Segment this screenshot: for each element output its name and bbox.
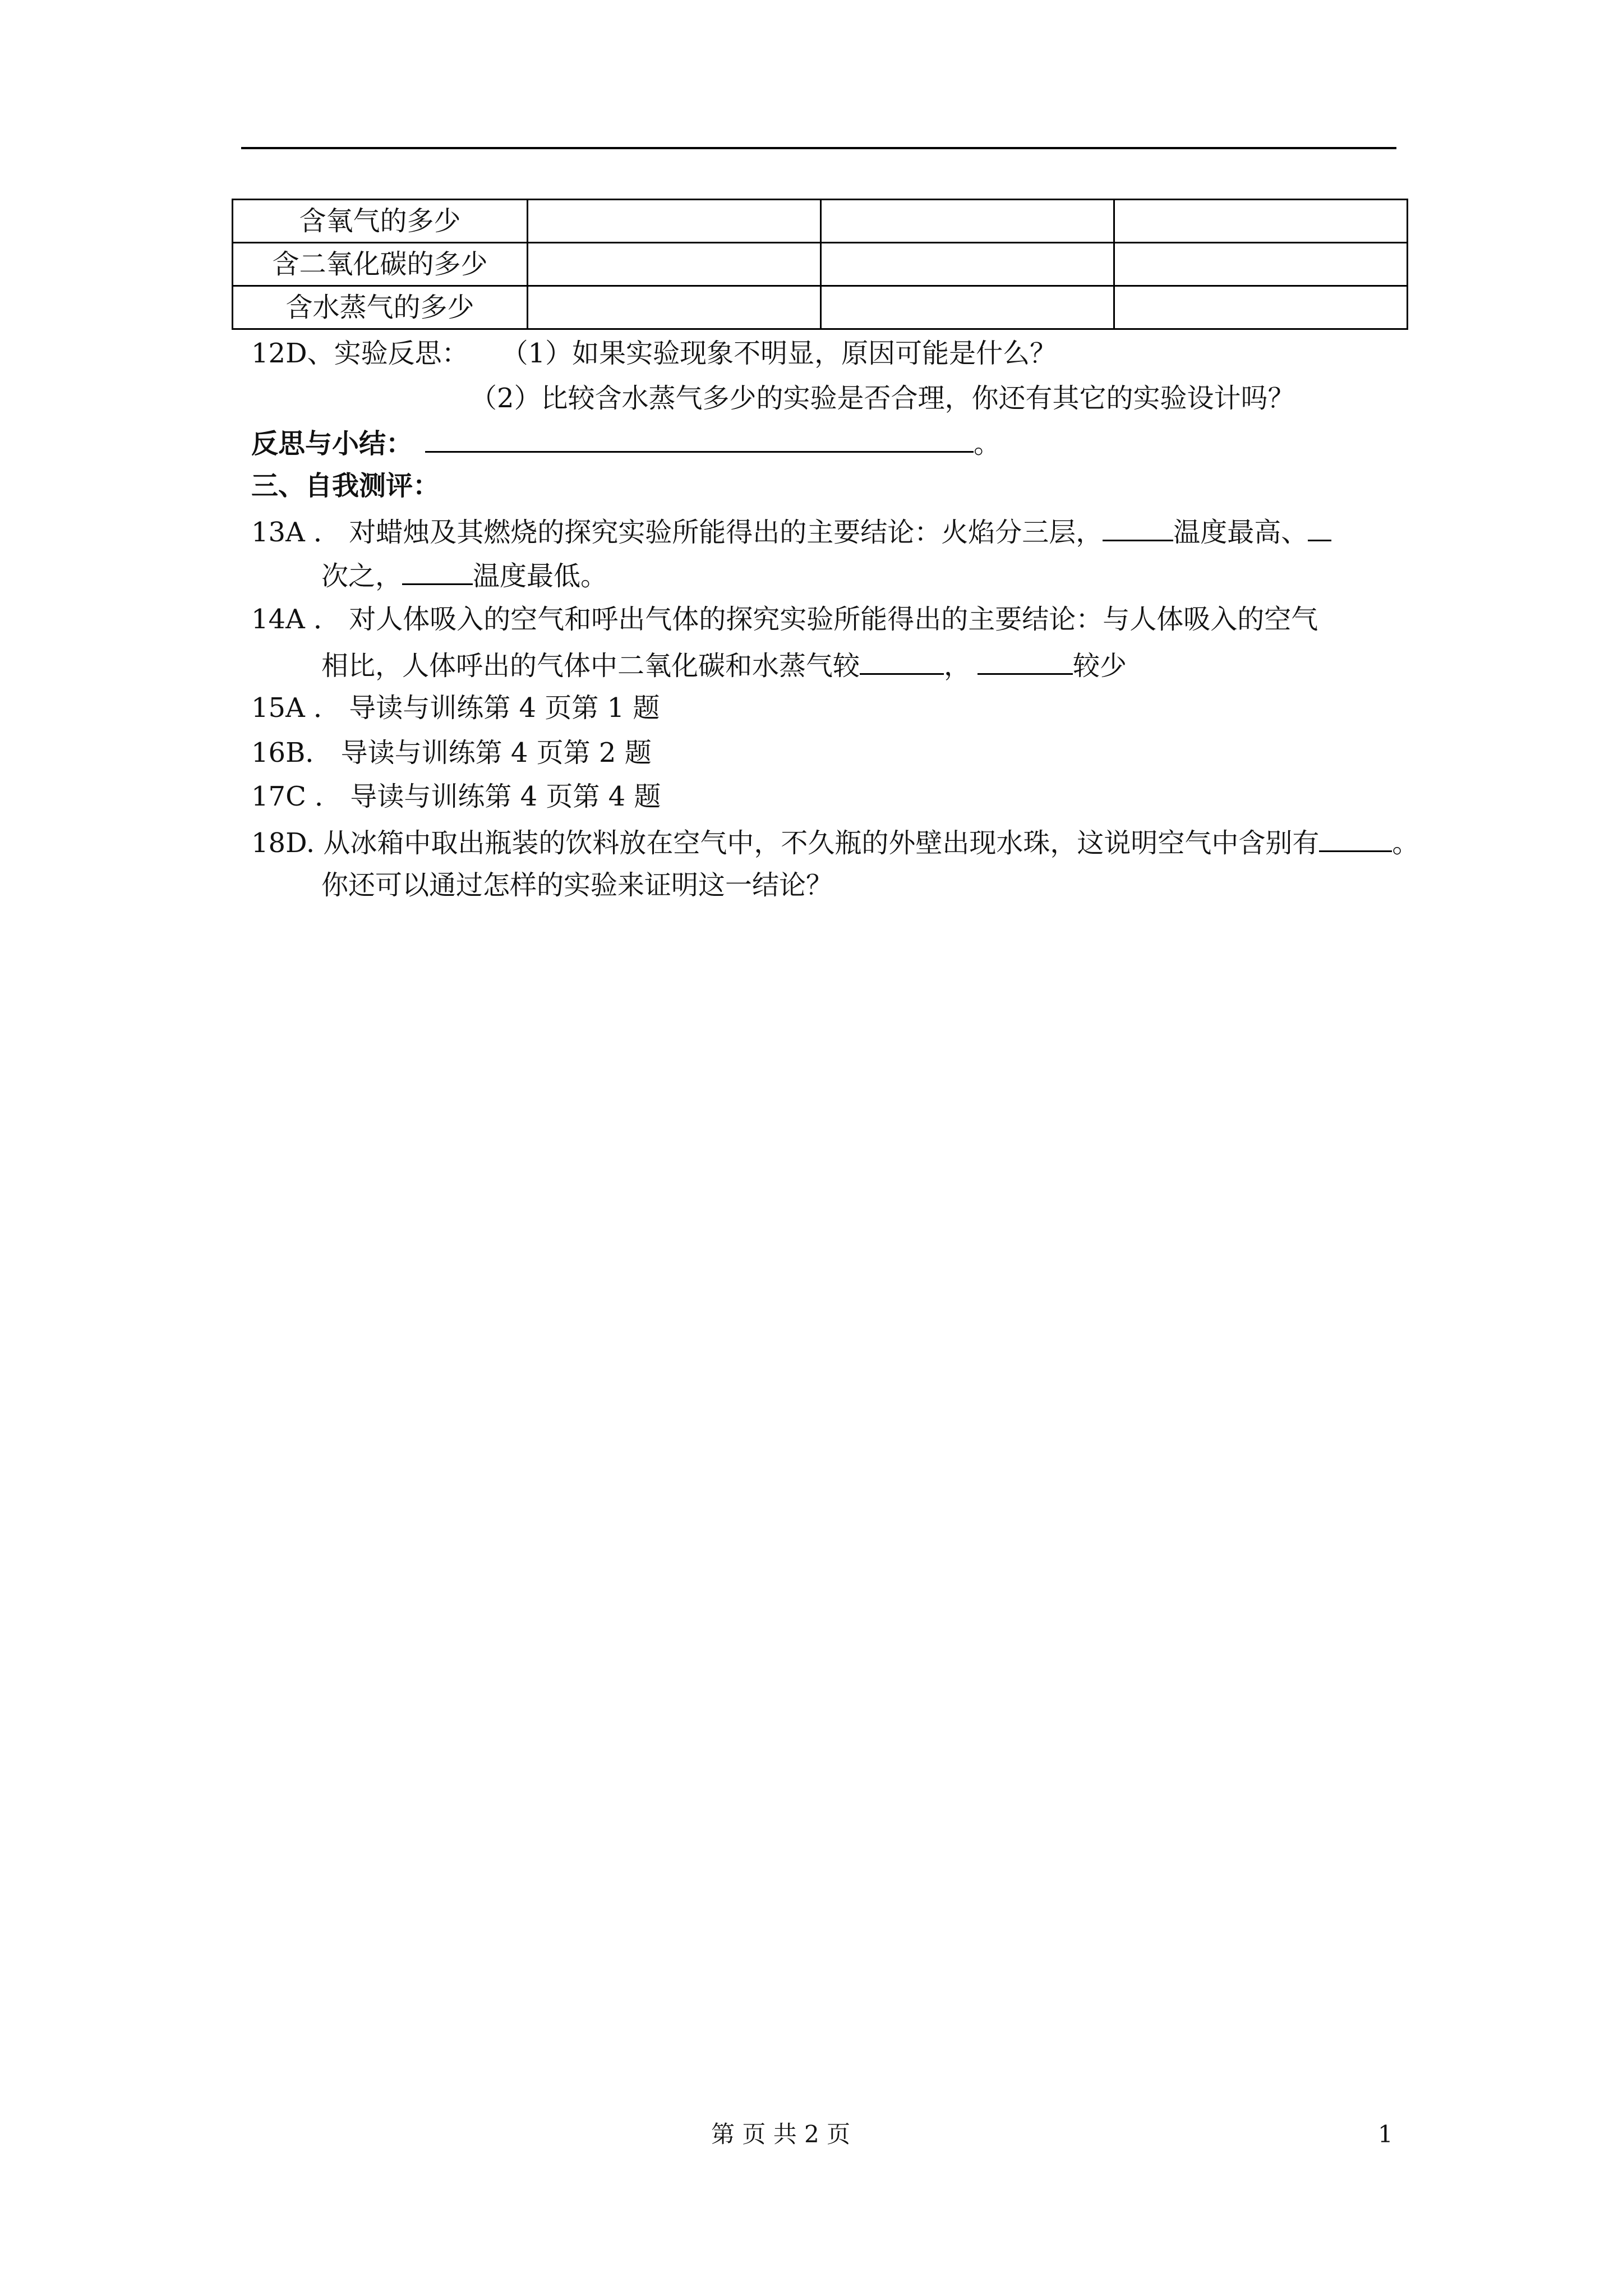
answer-blank[interactable] (1319, 828, 1392, 852)
header-rule (241, 147, 1396, 149)
answer-blank[interactable] (978, 651, 1073, 675)
answer-blank[interactable] (860, 651, 944, 675)
question-18d-text-a: 18D. 从冰箱中取出瓶装的饮料放在空气中，不久瓶的外壁出现水珠，这说明空气中含别有 (251, 827, 1320, 859)
summary-end: 。 (974, 428, 1001, 459)
observation-table (232, 199, 1408, 330)
row-label: 含水蒸气的多少 (233, 286, 528, 329)
table-cell (1114, 200, 1408, 243)
question-14a-text-b: ， (944, 650, 971, 682)
question-15a: 15A ． 导读与训练第 4 页第 1 题 (251, 692, 660, 724)
answer-blank[interactable] (1103, 517, 1173, 541)
question-12d-part1: （1）如果实验现象不明显，原因可能是什么？ (501, 338, 1057, 369)
summary-line (251, 429, 1000, 457)
table-cell (821, 243, 1114, 286)
question-16b: 16B． 导读与训练第 4 页第 2 题 (251, 737, 652, 769)
row-label: 含二氧化碳的多少 (233, 243, 528, 286)
question-18d-text-b: 。 (1392, 827, 1419, 859)
question-12d (251, 340, 1057, 367)
summary-label: 反思与小结： (251, 428, 413, 459)
table-cell (821, 200, 1114, 243)
question-14a-text-a: 相比，人体呼出的气体中二氧化碳和水蒸气较 (321, 650, 860, 682)
question-18d-line1 (251, 828, 1419, 857)
table-row (233, 243, 1408, 286)
question-14a-line2 (321, 650, 1127, 682)
page-footer-text: 第 页 共 2 页 (711, 2120, 851, 2148)
question-18d-line2: 你还可以通过怎样的实验来证明这一结论？ (321, 869, 833, 901)
question-13a-text-c: 次之， (321, 560, 403, 592)
question-12d-part2: （2）比较含水蒸气多少的实验是否合理，你还有其它的实验设计吗？ (470, 383, 1295, 414)
table-cell (821, 286, 1114, 329)
table-row (233, 200, 1408, 243)
answer-blank[interactable] (1308, 517, 1331, 541)
question-13a-line2 (321, 561, 607, 590)
question-12d-label: 12D、实验反思： (251, 338, 469, 369)
table-cell (1114, 286, 1408, 329)
question-14a-line1: 14A ． 对人体吸入的空气和呼出气体的探究实验所能得出的主要结论：与人体吸入的空气 (251, 604, 1318, 635)
row-label: 含氧气的多少 (233, 200, 528, 243)
page-number: 1 (1378, 2120, 1393, 2148)
question-13a-text-b: 温度最高、 (1173, 517, 1308, 548)
question-13a-text-d: 温度最低。 (473, 560, 608, 592)
answer-blank[interactable] (402, 561, 473, 585)
table-cell (528, 286, 821, 329)
table-cell (1114, 243, 1408, 286)
table-cell (528, 200, 821, 243)
table-cell (528, 243, 821, 286)
question-17c: 17C ． 导读与训练第 4 页第 4 题 (251, 781, 661, 812)
table-row (233, 286, 1408, 329)
section-heading: 三、自我测评： (251, 470, 440, 501)
question-14a-text-c: 较少 (1073, 650, 1127, 682)
question-13a-text-a: 13A ． 对蜡烛及其燃烧的探究实验所能得出的主要结论：火焰分三层， (251, 517, 1103, 548)
summary-blank[interactable] (425, 429, 974, 453)
question-13a-line1 (251, 517, 1331, 546)
